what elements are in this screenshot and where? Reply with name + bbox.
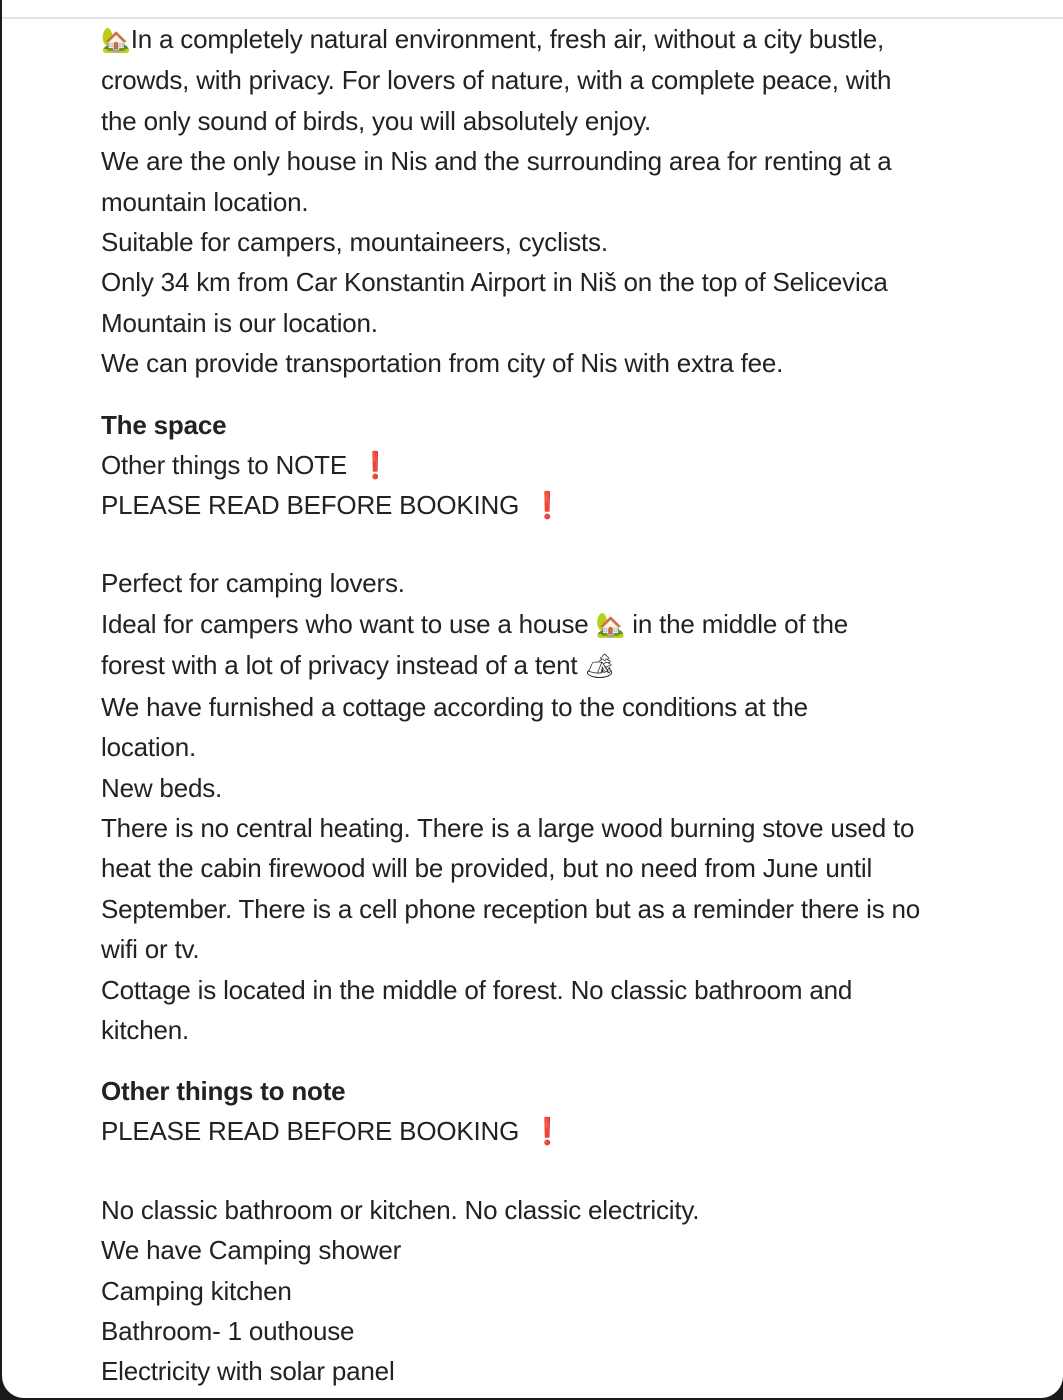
exclamation-icon: ❗ xyxy=(531,490,564,521)
read-before-booking-line xyxy=(101,485,981,525)
house-with-garden-icon: 🏡 xyxy=(595,610,626,639)
other-line: Camping kitchen xyxy=(101,1275,292,1306)
space-line: location. xyxy=(101,732,197,763)
blank-line xyxy=(101,525,981,563)
intro-line xyxy=(101,19,981,60)
intro-line: Only 34 km from Car Konstantin Airport in Niš on the top of Selicevica xyxy=(101,267,888,298)
house-with-garden-icon: 🏡 xyxy=(101,26,131,54)
space-line-text: in the middle of the xyxy=(632,608,848,639)
note-line xyxy=(101,445,981,485)
space-line-text: Ideal for campers who want to use a house xyxy=(101,608,589,639)
space-line xyxy=(101,604,981,645)
other-line: Electricity with solar panel xyxy=(101,1356,395,1387)
exclamation-icon: ❗ xyxy=(358,449,392,480)
space-line: Cottage is located in the middle of forest. No classic bathroom and xyxy=(101,974,853,1005)
the-space-section xyxy=(101,405,981,1051)
intro-line: We can provide transportation from city of Nis with extra fee. xyxy=(101,348,784,379)
other-things-section xyxy=(101,1071,981,1391)
space-line-text: forest with a lot of privacy instead of a tent xyxy=(101,650,578,681)
space-line: kitchen. xyxy=(101,1014,190,1045)
blank-line xyxy=(101,1152,981,1190)
other-line: Bathroom- 1 outhouse xyxy=(101,1315,355,1346)
intro-section xyxy=(101,19,981,384)
space-line: Perfect for camping lovers. xyxy=(101,568,405,599)
intro-line: the only sound of birds, you will absolutely enjoy. xyxy=(101,105,652,136)
the-space-heading: The space xyxy=(101,409,227,440)
other-things-heading: Other things to note xyxy=(101,1076,346,1107)
note-line-text: Other things to NOTE xyxy=(101,449,347,480)
space-line: September. There is a cell phone reception but as a reminder there is no xyxy=(101,893,921,924)
space-line: New beds. xyxy=(101,772,223,803)
space-line: There is no central heating. There is a large wood burning stove used to xyxy=(101,812,915,843)
camping-tent-icon: 🏕 xyxy=(584,652,615,681)
intro-line: crowds, with privacy. For lovers of nature, with a complete peace, with xyxy=(101,65,892,96)
read-before-booking-text: PLEASE READ BEFORE BOOKING xyxy=(101,1116,520,1147)
read-before-booking-line xyxy=(101,1111,981,1151)
space-line: wifi or tv. xyxy=(101,934,200,965)
space-line: We have furnished a cottage according to the conditions at the xyxy=(101,691,808,722)
read-before-booking-text: PLEASE READ BEFORE BOOKING xyxy=(101,490,520,521)
intro-line: We are the only house in Nis and the surrounding area for renting at a xyxy=(101,146,892,177)
description-content xyxy=(101,19,981,1392)
intro-line: mountain location. xyxy=(101,186,309,217)
intro-line-text: In a completely natural environment, fresh air, without a city bustle, xyxy=(130,24,885,54)
other-line: We have Camping shower xyxy=(101,1235,402,1266)
intro-line: Mountain is our location. xyxy=(101,307,378,338)
space-line xyxy=(101,645,981,686)
intro-line: Suitable for campers, mountaineers, cyclists. xyxy=(101,227,608,258)
other-line: No classic bathroom or kitchen. No classic electricity. xyxy=(101,1194,700,1225)
space-line: heat the cabin firewood will be provided, but no need from June until xyxy=(101,853,873,884)
exclamation-icon: ❗ xyxy=(531,1116,564,1147)
listing-description-sheet xyxy=(2,0,1063,1398)
